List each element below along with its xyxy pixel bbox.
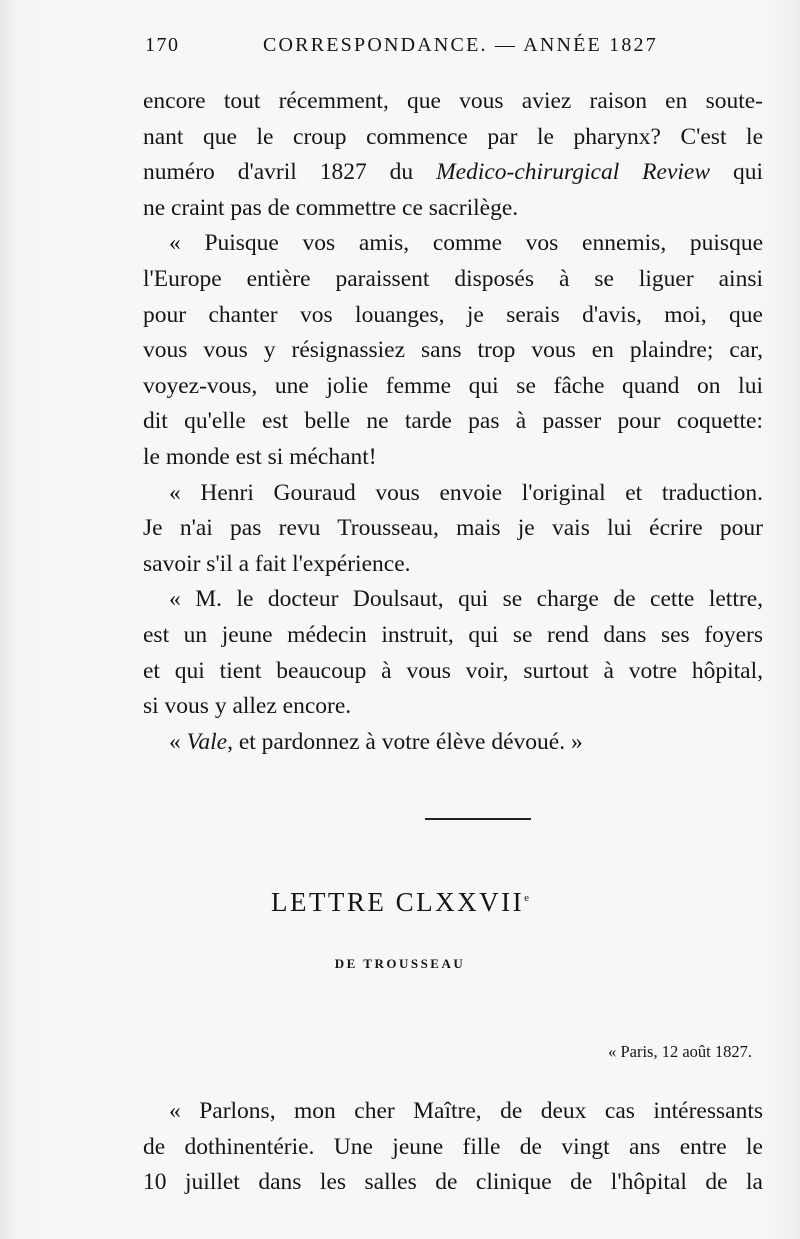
text-line: « Henri Gouraud vous envoie l'original et traduction. — [169, 479, 763, 506]
text-line: si vous y allez encore. — [143, 693, 352, 720]
text-line: voyez-vous, une jolie femme qui se fâche quand on lui — [143, 372, 763, 399]
page-number: 170 — [145, 34, 180, 56]
text-line: « Parlons, mon cher Maître, de deux cas intéressants — [169, 1098, 763, 1124]
text-line: savoir s'il a fait l'expérience. — [143, 550, 411, 577]
text-line: l'Europe entière paraissent disposés à se liguer ainsi — [143, 265, 763, 292]
text-line: vous vous y résignassiez sans trop vous en plaindre; car, — [143, 337, 763, 364]
text-line: « Puisque vos amis, comme vos ennemis, puisque — [169, 230, 763, 257]
section-divider — [425, 818, 531, 820]
text-line: est un jeune médecin instruit, qui se rend dans ses foyers — [143, 621, 763, 648]
journal-title: Medico-chirurgical Review — [436, 159, 711, 186]
running-head — [145, 34, 755, 64]
text-line: de dothinentérie. Une jeune fille de vingt ans entre le — [143, 1133, 763, 1160]
text-line: dit qu'elle est belle ne tarde pas à passer pour coquette: — [143, 408, 763, 435]
vale-word: Vale — [186, 728, 228, 755]
letter-title: LETTRE CLXXVIIe — [270, 887, 530, 917]
body-text-bottom — [143, 1094, 763, 1201]
dateline: « Paris, 12 août 1827. — [608, 1042, 752, 1061]
text-line: encore tout récemment, que vous aviez raison en soute- — [143, 88, 763, 114]
body-text-top — [143, 84, 763, 760]
text-line: 10 juillet dans les salles de clinique de l'hôpital de la — [143, 1169, 763, 1196]
running-title: CORRESPONDANCE. — ANNÉE 1827 — [263, 34, 658, 56]
text-line: Je n'ai pas revu Trousseau, mais je vais lui écrire pour — [143, 515, 763, 542]
text-line: le monde est si méchant! — [143, 443, 377, 470]
text-line: numéro d'avril 1827 du Medico-chirurgical Review qui — [143, 159, 763, 186]
text-line: nant que le croup commence par le pharynx? C'est le — [143, 123, 763, 150]
letter-author: DE TROUSSEAU — [334, 956, 466, 971]
closing-line: « Vale, et pardonnez à votre élève dévoué. » — [169, 728, 583, 755]
text-line: et qui tient beaucoup à vous voir, surtout à votre hôpital, — [143, 657, 763, 684]
text-line: pour chanter vos louanges, je serais d'avis, moi, que — [143, 301, 763, 328]
text-line: ne craint pas de commettre ce sacrilège. — [143, 194, 519, 221]
text-line: « M. le docteur Doulsaut, qui se charge de cette lettre, — [169, 586, 763, 613]
